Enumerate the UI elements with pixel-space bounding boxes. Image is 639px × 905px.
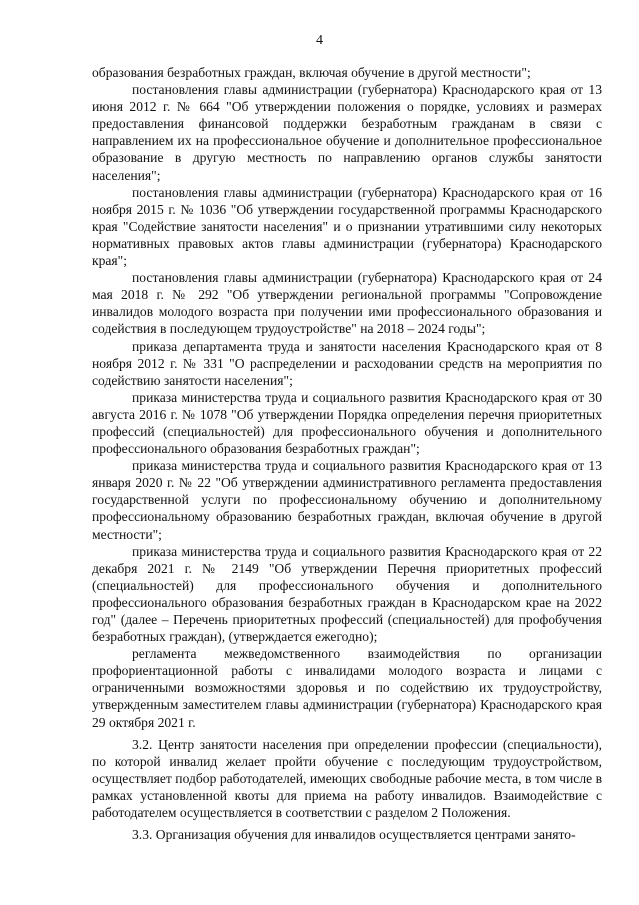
paragraph-7: приказа министерства труда и социального развития Краснодарского края от 13 января 2020 г. № 22 "Об утверждении административного регламента предоставления государственной услуги по профессиональному обучению и дополнительному профессиональному образованию безработных граждан, включая обучение в другой местности";	[92, 458, 602, 542]
paragraph-5: приказа департамента труда и занятости населения Краснодарского края от 8 ноября 2012 г. № 331 "О распределении и расходовании средств на мероприятия по содействию занятости населения";	[92, 338, 602, 388]
paragraph-4: постановления главы администрации (губернатора) Краснодарского края от 24 мая 2018 г. № 292 "Об утверждении региональной программы "Сопровождение инвалидов молодого возраста при получении ими профессионального образования и содействия в последующем трудоустройстве" на 2018 – 2024 годы";	[92, 270, 602, 337]
paragraph-10: 3.2. Центр занятости населения при определении профессии (специальности), по которой инвалид желает пройти обучение с последующим трудоустройством, осуществляет подбор работодателей, имеющих свободные рабочие места, в том числе в рамках установленной квоты для приема на работу инвалидов. Взаимодействие с работодателем осуществляется в соответствии с разделом 2 Положения.	[92, 736, 602, 821]
paragraph-9: регламента межведомственного взаимодействия по организации профориентационной работы с инвалидами молодого возраста и лицами с ограниченными возможностями здоровья и по содействию их трудоустройству, утвержденным заместителем главы администрации (губернатора) Краснодарского края 29 октября 2021 г.	[92, 646, 602, 730]
page-number: 4	[316, 33, 323, 48]
paragraph-2: постановления главы администрации (губернатора) Краснодарского края от 13 июня 2012 г. № 664 "Об утверждении положения о порядке, условиях и размерах предоставления финансовой поддержки безработным гражданам в связи с направлением их на профессиональное обучение и дополнительное профессиональное образование в другую местность по направлению органов службы занятости населения";	[92, 82, 602, 183]
paragraph-6: приказа министерства труда и социального развития Краснодарского края от 30 августа 2016 г. № 1078 "Об утверждении Порядка определения перечня приоритетных профессий (специальностей) для профессионального обучения и дополнительного профессионального образования безработных граждан";	[92, 389, 602, 457]
paragraph-8: приказа министерства труда и социального развития Краснодарского края от 22 декабря 2021 г. № 2149 "Об утверждении Перечня приоритетных профессий (специальностей) для профессионального обучения и дополнительного профессионального образования безработных граждан в Краснодарском крае на 2022 год" (далее – Перечень приоритетных профессий (специальностей) для профобучения безработных граждан), (утверждается ежегодно);	[92, 543, 602, 645]
paragraph-1: образования безработных граждан, включая обучение в другой местности";	[92, 65, 531, 80]
paragraph-3: постановления главы администрации (губернатора) Краснодарского края от 16 ноября 2015 г. № 1036 "Об утверждении государственной программы Краснодарского края "Содействие занятости населения" и о признании утратившими силу некоторых нормативных правовых актов главы администрации (губернатора) Краснодарского края";	[92, 184, 602, 269]
document-body	[92, 64, 602, 843]
paragraph-11: 3.3. Организация обучения для инвалидов осуществляется центрами занято-	[132, 827, 576, 843]
